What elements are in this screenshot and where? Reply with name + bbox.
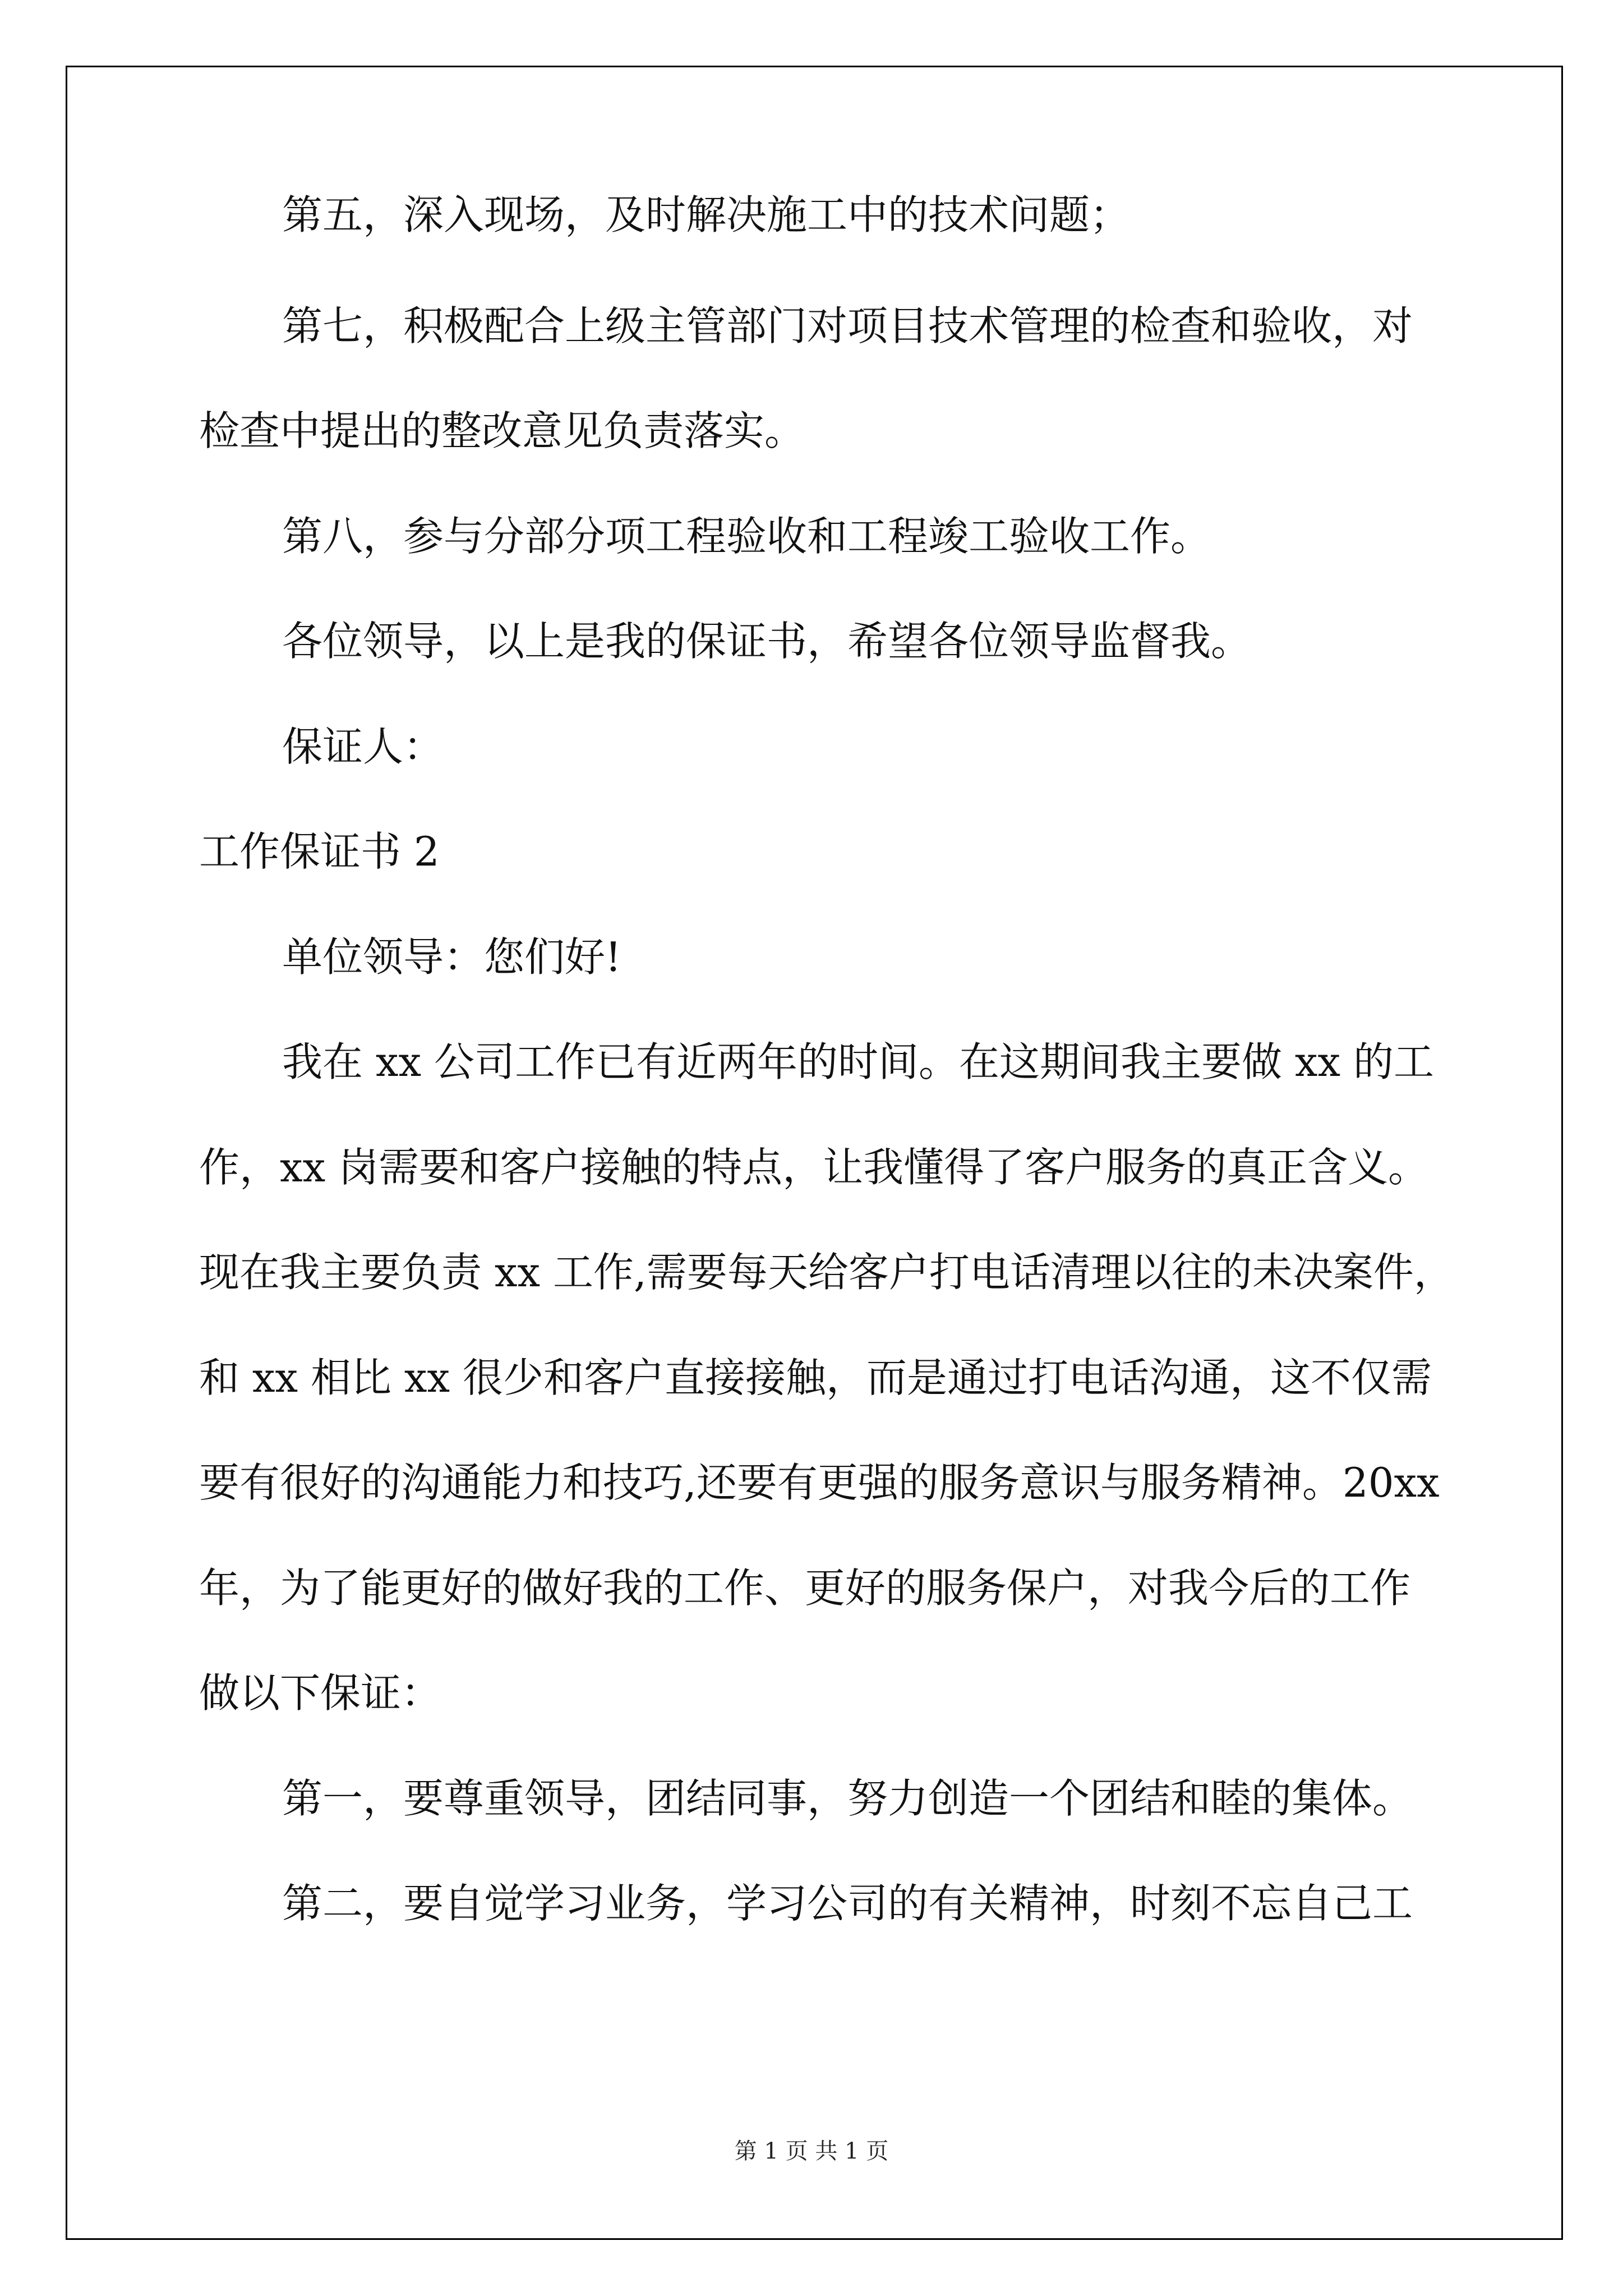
paragraph-line-3: 检查中提出的整改意见负责落实。 [199, 407, 805, 454]
paragraph-line-13: 要有很好的沟通能力和技巧,还要有更强的服务意识与服务精神。20xx [199, 1459, 1440, 1506]
paragraph-line-15: 做以下保证： [199, 1669, 442, 1717]
signature-line: 保证人： [282, 723, 444, 770]
paragraph-line-14: 年，为了能更好的做好我的工作、更好的服务保户，对我今后的工作 [199, 1565, 1411, 1612]
page-footer: 第 1 页 共 1 页 [734, 2138, 889, 2164]
paragraph-line-2: 第七，积极配合上级主管部门对项目技术管理的检查和验收，对 [282, 302, 1413, 349]
section-heading: 工作保证书 2 [199, 828, 440, 875]
paragraph-line-1: 第五，深入现场，及时解决施工中的技术问题； [282, 191, 1131, 238]
paragraph-line-12: 和 xx 相比 xx 很少和客户直接接触，而是通过打电话沟通，这不仅需 [199, 1354, 1432, 1401]
paragraph-line-4: 第八，参与分部分项工程验收和工程竣工验收工作。 [282, 513, 1211, 560]
paragraph-line-16: 第一，要尊重领导，团结同事，努力创造一个团结和睦的集体。 [282, 1775, 1413, 1822]
paragraph-line-5: 各位领导，以上是我的保证书，希望各位领导监督我。 [282, 618, 1252, 665]
paragraph-line-11: 现在我主要负责 xx 工作,需要每天给客户打电话清理以往的未决案件， [199, 1249, 1454, 1296]
paragraph-line-9: 我在 xx 公司工作已有近两年的时间。在这期间我主要做 xx 的工 [282, 1038, 1434, 1085]
paragraph-line-17: 第二，要自觉学习业务，学习公司的有关精神，时刻不忘自己工 [282, 1880, 1413, 1927]
salutation: 单位领导：您们好! [282, 933, 621, 981]
paragraph-line-10: 作，xx 岗需要和客户接触的特点，让我懂得了客户服务的真正含义。 [199, 1144, 1429, 1191]
